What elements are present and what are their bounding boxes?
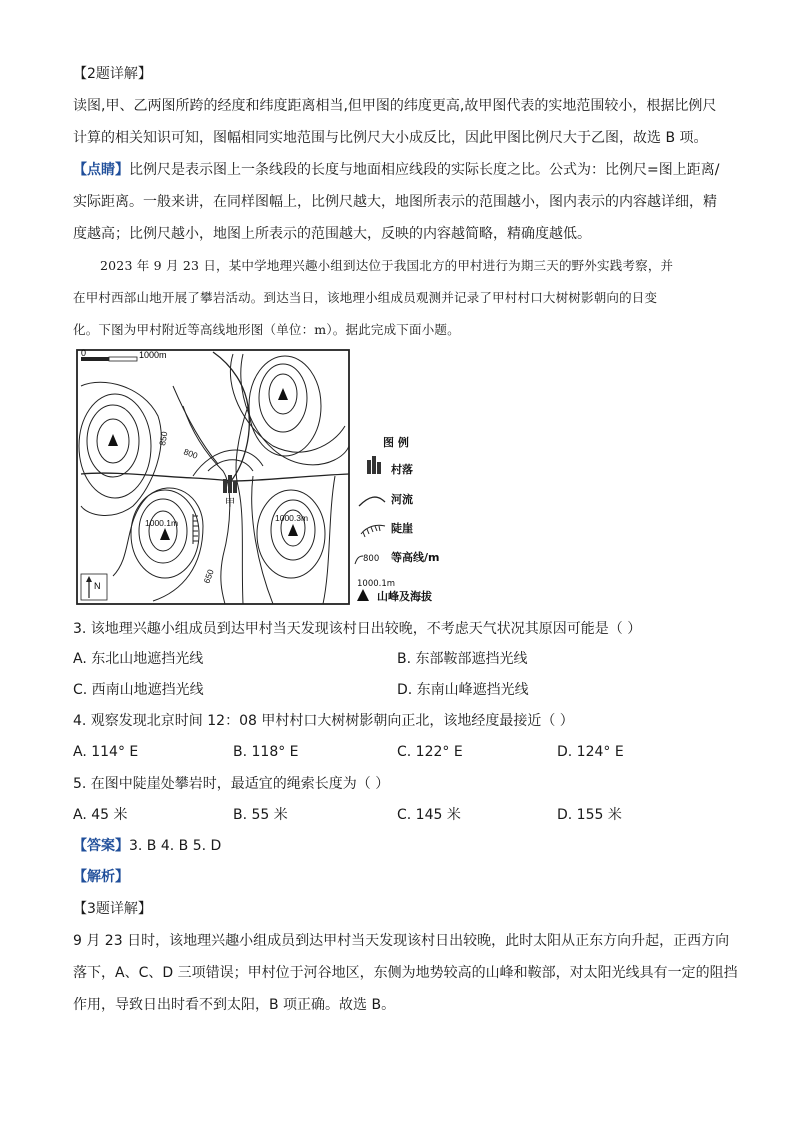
q3-explanation-line-3: 作用，导致日出时看不到太阳，B 项正确。故选 B。 [73, 997, 396, 1013]
answer-text: 3. B 4. B 5. D [129, 838, 222, 854]
q3-option-b: B. 东部鞍部遮挡光线 [397, 651, 528, 667]
stem-line-3: 化。下图为甲村附近等高线地形图（单位：m）。据此完成下面小题。 [73, 322, 460, 337]
peak-1000-3-icon [288, 524, 298, 536]
peak-northeast-icon [278, 388, 288, 400]
peak-1000-1-icon [160, 528, 170, 540]
q4-option-c: C. 122° E [397, 744, 463, 760]
q5-option-a: A. 45 米 [73, 807, 128, 823]
map-legend [355, 435, 439, 603]
legend-village: 村落 [391, 463, 413, 476]
analysis-label: 【解析】 [73, 869, 129, 885]
q2-header: 【2题详解】 [73, 66, 152, 82]
scale-label: 1000m [139, 350, 167, 360]
tip-label: 【点睛】 [73, 162, 129, 178]
village-label: 甲 [225, 498, 235, 509]
scale-zero: 0 [81, 348, 87, 358]
legend-river: 河流 [391, 493, 413, 506]
north-label: N [94, 581, 101, 591]
legend-contour: 等高线/m [391, 551, 440, 564]
contour-800-label: 800 [182, 446, 200, 461]
legend-title: 图 例 [383, 436, 409, 449]
q3-option-d: D. 东南山峰遮挡光线 [397, 682, 529, 698]
peak1-label: 1000.1m [145, 518, 179, 528]
peak2-label: 1000.3m [275, 513, 309, 523]
q3-stem: 3. 该地理兴趣小组成员到达甲村当天发现该村日出较晚，不考虑天气状况其原因可能是（ ） [73, 621, 642, 637]
tip-text-1: 比例尺是表示图上一条线段的长度与地面相应线段的实际长度之比。公式为：比例尺=图上距离/ [129, 162, 720, 178]
q3-explanation-line-1: 9 月 23 日时，该地理兴趣小组成员到达甲村当天发现该村日出较晚，此时太阳从正东方向升起，正西方向 [73, 933, 730, 949]
tip-line-1 [73, 160, 719, 180]
q3-option-c: C. 西南山地遮挡光线 [73, 682, 204, 698]
q5-option-c: C. 145 米 [397, 807, 461, 823]
legend-peak-icon [357, 589, 369, 601]
stem-line-1: 2023 年 9 月 23 日，某中学地理兴趣小组到达位于我国北方的甲村进行为期三天的野外实践考察，并 [100, 258, 674, 273]
answer-label: 【答案】 [73, 838, 129, 854]
peak-west-icon [108, 434, 118, 446]
north-arrow-icon [81, 574, 107, 600]
q3-explanation-line-2: 落下，A、C、D 三项错误；甲村位于河谷地区，东侧为地势较高的山峰和鞍部，对太阳光线具有一定的阻挡 [73, 965, 738, 981]
q4-option-d: D. 124° E [557, 744, 624, 760]
q5-option-b: B. 55 米 [233, 807, 288, 823]
q2-explanation-line-2: 计算的相关知识可知，图幅相同实地范围与比例尺大小成反比，因此甲图比例尺大于乙图，故选 B 项。 [73, 130, 708, 146]
legend-contour-value: 800 [363, 554, 380, 564]
legend-peak-value: 1000.1m [357, 579, 396, 589]
rivers [81, 352, 349, 481]
tip-line-2: 实际距离。一般来讲，在同样图幅上，比例尺越大，地图所表示的范围越小，图内表示的内容越详细，精 [73, 194, 717, 210]
village-jia [223, 475, 237, 509]
q3-option-a: A. 东北山地遮挡光线 [73, 651, 204, 667]
legend-cliff: 陡崖 [391, 522, 413, 535]
q4-option-a: A. 114° E [73, 744, 139, 760]
answer-line [73, 836, 221, 856]
q5-option-d: D. 155 米 [557, 807, 622, 823]
contour-650-label: 650 [201, 567, 216, 585]
q3-header: 【3题详解】 [73, 901, 152, 917]
stem-line-2: 在甲村西部山地开展了攀岩活动。到达当日，该地理小组成员观测并记录了甲村村口大树树影朝向的日变 [73, 290, 658, 305]
contour-850-label: 850 [157, 430, 170, 447]
tip-line-3: 度越高；比例尺越小，地图上所表示的范围越大，反映的内容越简略，精确度越低。 [73, 226, 591, 242]
q4-option-b: B. 118° E [233, 744, 299, 760]
q2-explanation-line-1: 读图,甲、乙两图所跨的经度和纬度距离相当,但甲图的纬度更高,故甲图代表的实地范围较小，根据比例尺 [73, 98, 717, 114]
q5-stem: 5. 在图中陡崖处攀岩时，最适宜的绳索长度为（ ） [73, 776, 390, 792]
legend-peak: 山峰及海拔 [377, 590, 432, 603]
contour-map [73, 346, 453, 608]
q4-stem: 4. 观察发现北京时间 12：08 甲村村口大树树影朝向正北，该地经度最接近（ ） [73, 713, 574, 729]
